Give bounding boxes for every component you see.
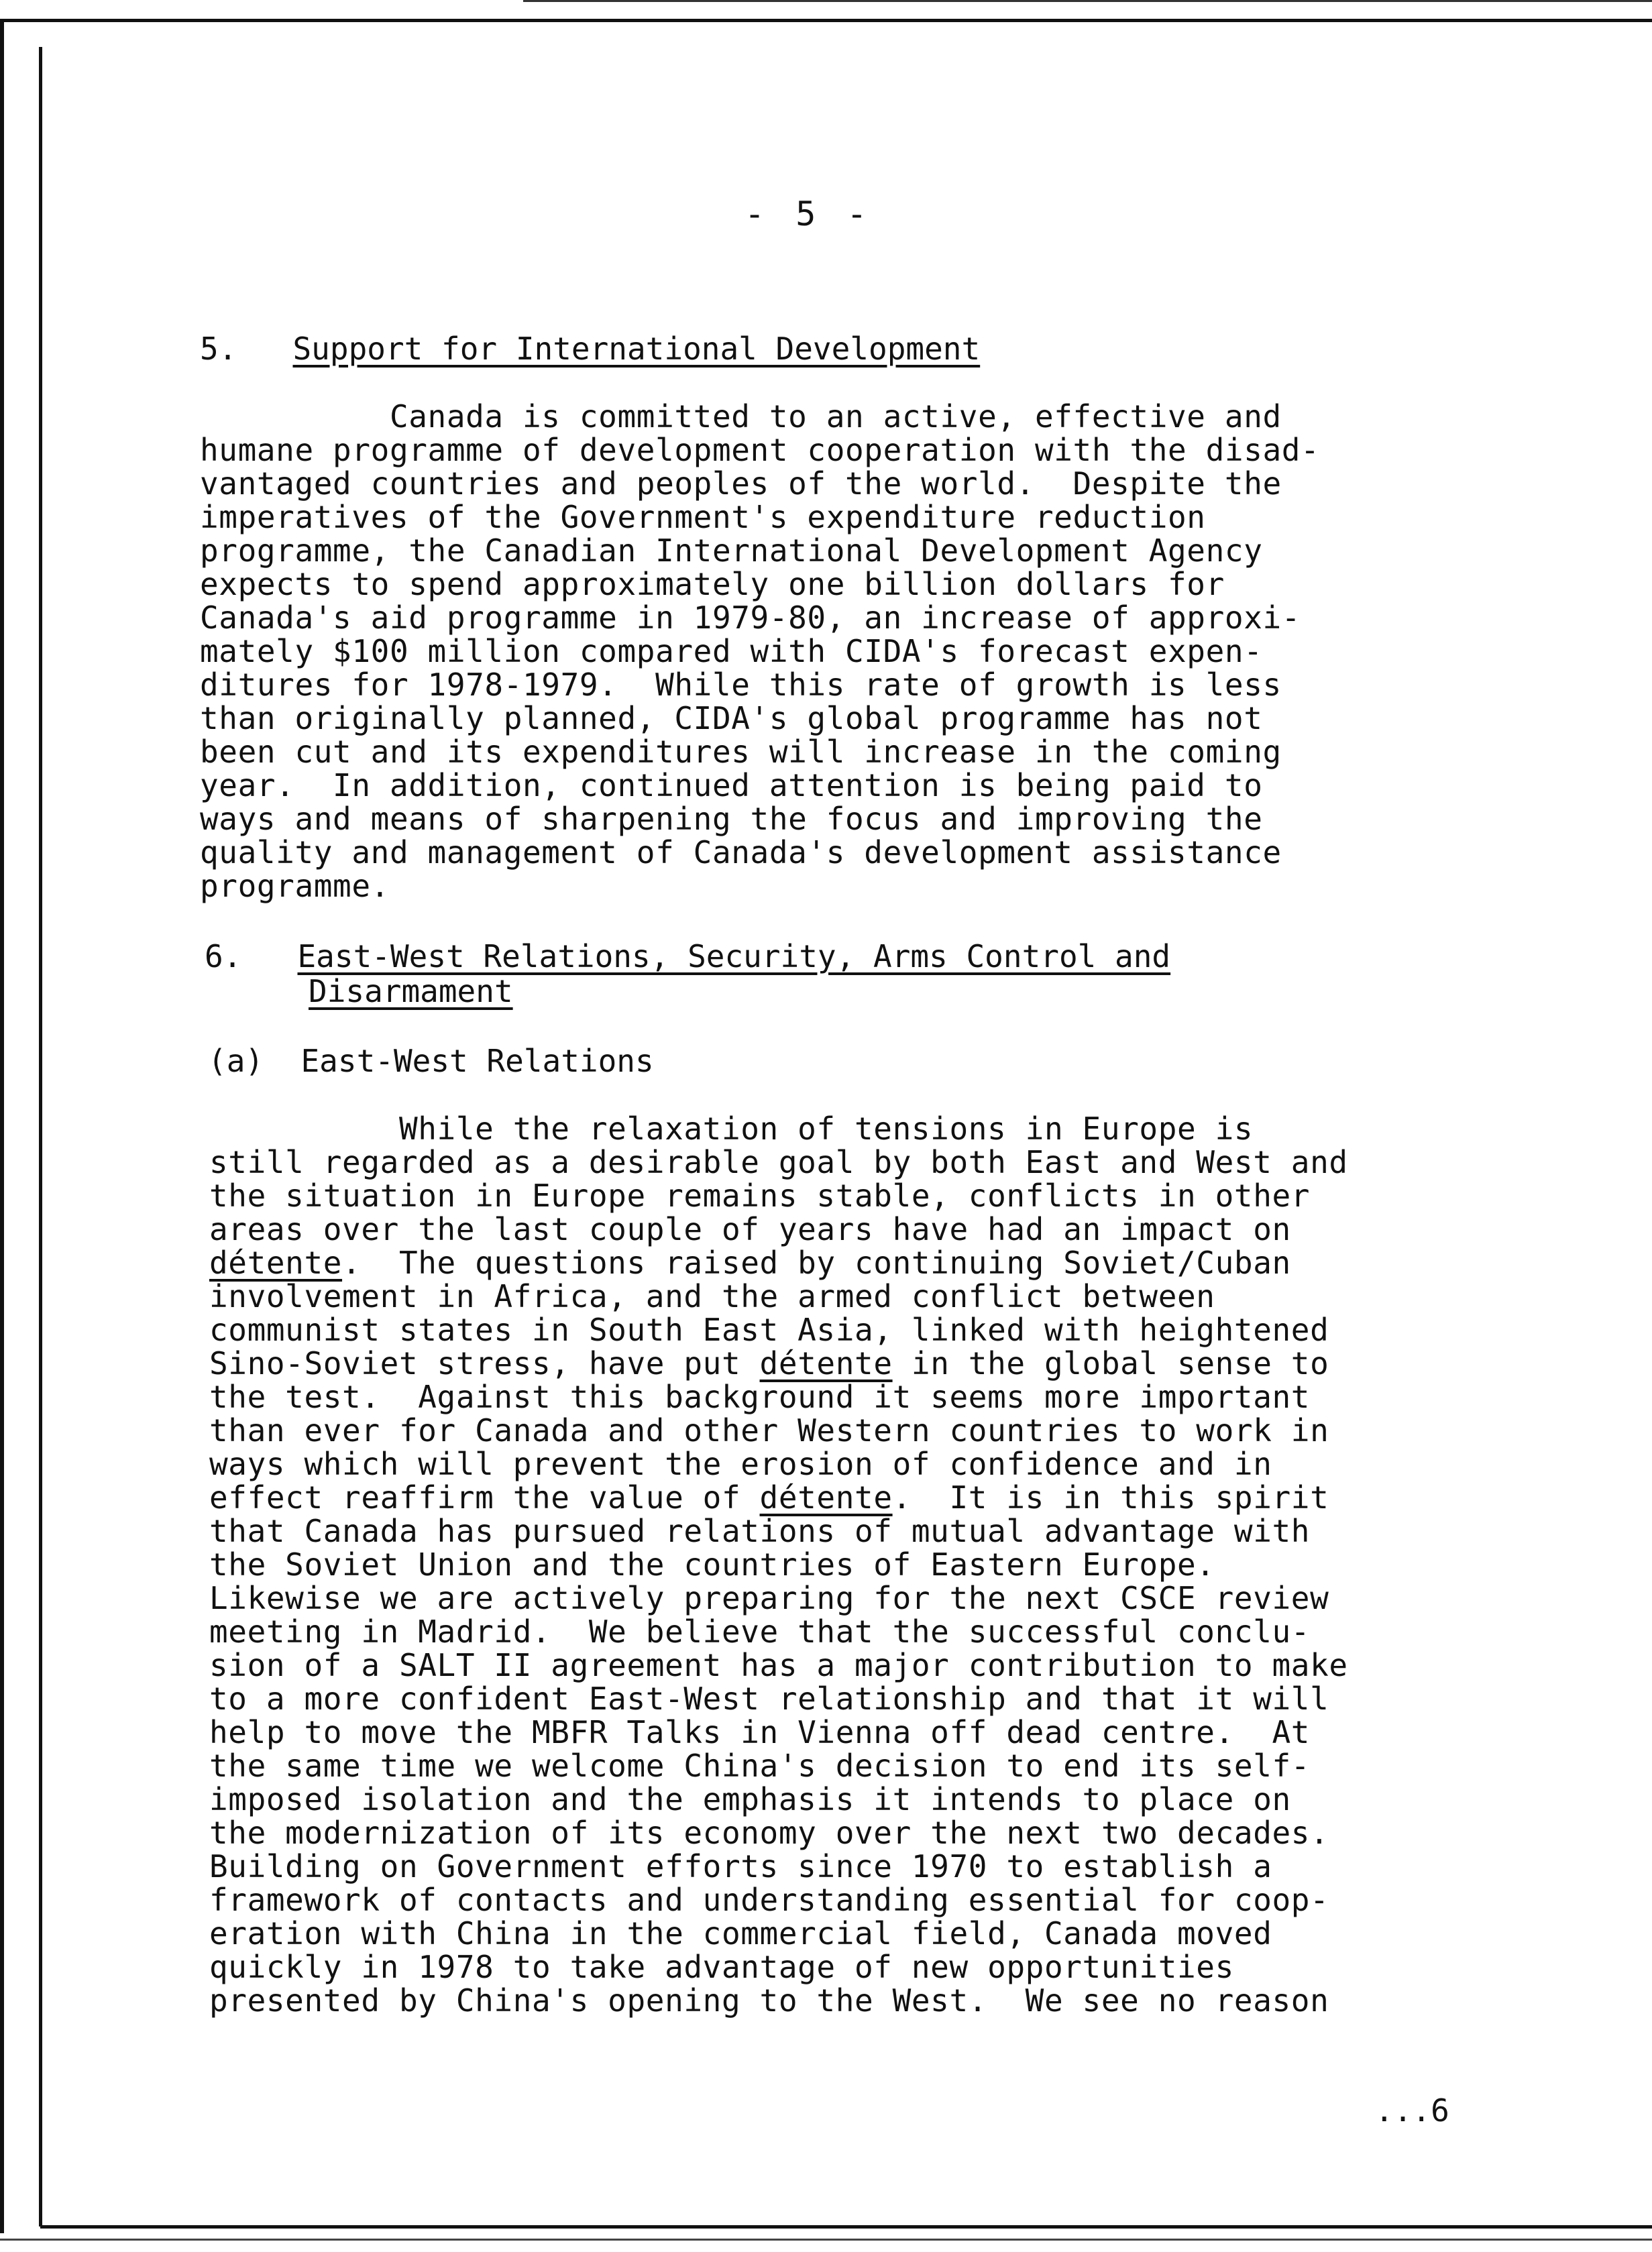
text-line: mately $100 million compared with CIDA's forecast expen-	[200, 633, 1263, 669]
text-line: the modernization of its economy over the next two decades.	[209, 1815, 1329, 1851]
text-line: framework of contacts and understanding essential for coop-	[209, 1882, 1329, 1918]
section-6-title-line2: Disarmament	[309, 973, 513, 1009]
text-line: While the relaxation of tensions in Europe is	[209, 1111, 1254, 1147]
left-border-outer	[0, 20, 4, 2233]
text-line: programme.	[200, 868, 390, 904]
text-line: quality and management of Canada's development assistance	[200, 834, 1282, 870]
text-line: help to move the MBFR Talks in Vienna off dead centre. At	[209, 1714, 1311, 1750]
text-line: Building on Government efforts since 1970 to establish a	[209, 1848, 1272, 1884]
text-line: been cut and its expenditures will increase in the coming	[200, 734, 1282, 770]
text-line: imposed isolation and the emphasis it intends to place on	[209, 1781, 1291, 1817]
text-line: détente. The questions raised by continuing Soviet/Cuban	[209, 1245, 1291, 1281]
text-line: the test. Against this background it seems more important	[209, 1379, 1311, 1415]
text-line: meeting in Madrid. We believe that the successful conclu-	[209, 1614, 1311, 1650]
text-line: expects to spend approximately one billion dollars for	[200, 566, 1225, 602]
text-line: quickly in 1978 to take advantage of new opportunities	[209, 1949, 1234, 1985]
text-line: ways and means of sharpening the focus and improving the	[200, 801, 1263, 837]
left-border-inner	[39, 47, 42, 2227]
underlined-term: détente	[759, 1345, 893, 1382]
text-line: still regarded as a desirable goal by both East and West and	[209, 1144, 1348, 1180]
text-line: imperatives of the Government's expenditure reduction	[200, 499, 1206, 535]
page-number: - 5 -	[745, 194, 873, 233]
underlined-term: détente	[759, 1479, 893, 1516]
section-5-paragraph	[200, 400, 1319, 903]
top-border	[0, 19, 1652, 22]
underlined-term: détente	[209, 1245, 343, 1281]
text-line: vantaged countries and peoples of the world. Despite the	[200, 465, 1282, 502]
section-5-number: 5.	[200, 331, 237, 367]
section-5-heading	[200, 331, 980, 366]
text-line: presented by China's opening to the West. We see no reason	[209, 1982, 1329, 2019]
subsection-a-title: East-West Relations	[300, 1043, 654, 1079]
subsection-a-heading	[208, 1044, 654, 1078]
text-line: than originally planned, CIDA's global programme has not	[200, 700, 1263, 736]
bottom-border	[40, 2225, 1652, 2229]
text-line: ditures for 1978-1979. While this rate of growth is less	[200, 667, 1282, 703]
text-line: the same time we welcome China's decision to end its self-	[209, 1748, 1311, 1784]
text-line: Canada's aid programme in 1979-80, an increase of approxi-	[200, 600, 1301, 636]
text-line: communist states in South East Asia, linked with heightened	[209, 1312, 1329, 1348]
subsection-a-paragraph	[209, 1112, 1348, 2017]
text-line: the situation in Europe remains stable, conflicts in other	[209, 1178, 1311, 1214]
text-line: programme, the Canadian International Development Agency	[200, 532, 1263, 569]
bottom-edge-line	[0, 2239, 1652, 2241]
text-line: year. In addition, continued attention is being paid to	[200, 767, 1263, 803]
subsection-a-label: (a)	[208, 1043, 264, 1079]
section-6-title-line1: East-West Relations, Security, Arms Control and	[297, 938, 1171, 974]
continued-marker: ...6	[1375, 2092, 1449, 2129]
text-line: ways which will prevent the erosion of confidence and in	[209, 1446, 1272, 1482]
section-6-heading-line2	[309, 974, 513, 1009]
text-line: to a more confident East-West relationship and that it will	[209, 1681, 1329, 1717]
text-line: Likewise we are actively preparing for the next CSCE review	[209, 1580, 1329, 1616]
text-line: sion of a SALT II agreement has a major contribution to make	[209, 1647, 1348, 1683]
text-line: Sino-Soviet stress, have put détente in the global sense to	[209, 1345, 1329, 1382]
text-line: areas over the last couple of years have had an impact on	[209, 1211, 1291, 1247]
text-line: that Canada has pursued relations of mutual advantage with	[209, 1513, 1311, 1549]
section-5-title: Support for International Development	[292, 331, 981, 367]
top-edge-line	[523, 0, 1652, 2]
text-line: the Soviet Union and the countries of Eastern Europe.	[209, 1546, 1215, 1583]
text-line: effect reaffirm the value of détente. It is in this spirit	[209, 1479, 1329, 1516]
section-6-number: 6.	[205, 938, 242, 974]
text-line: than ever for Canada and other Western countries to work in	[209, 1412, 1329, 1449]
text-line: humane programme of development cooperation with the disad-	[200, 432, 1320, 468]
text-line: Canada is committed to an active, effective and	[200, 398, 1282, 435]
section-6-heading	[205, 939, 1170, 974]
text-line: involvement in Africa, and the armed conflict between	[209, 1278, 1215, 1314]
text-line: eration with China in the commercial field, Canada moved	[209, 1915, 1272, 1952]
